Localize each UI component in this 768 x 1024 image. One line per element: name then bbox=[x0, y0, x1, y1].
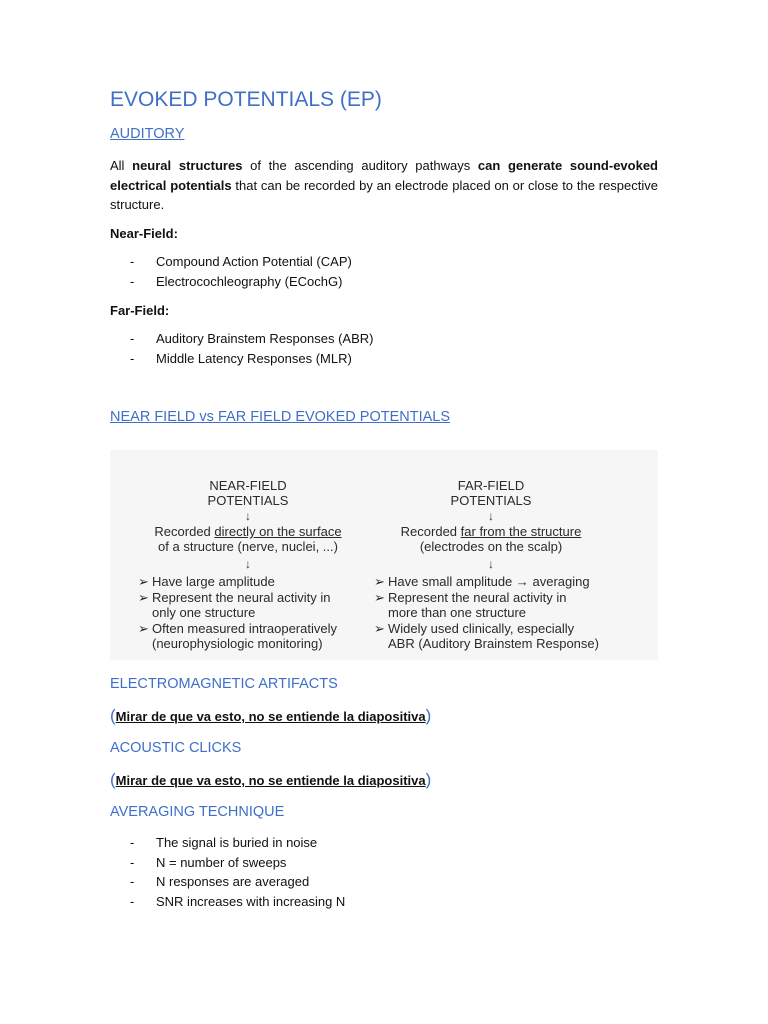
diagram-text: ABR (Auditory Brainstem Response) bbox=[388, 636, 599, 651]
diagram-text: far from the structure bbox=[460, 524, 582, 539]
list-item: - Auditory Brainstem Responses (ABR) bbox=[130, 329, 373, 349]
paren-close: ) bbox=[425, 706, 432, 725]
note-text: Mirar de que va esto, no se entiende la diapositiva bbox=[115, 773, 426, 788]
text-run: of the ascending auditory pathways bbox=[242, 158, 478, 173]
diagram-text: Represent the neural activity in bbox=[152, 589, 331, 605]
diagram-text: Widely used clinically, especially bbox=[388, 620, 575, 636]
far-field-recorded bbox=[372, 524, 610, 554]
diagram-text: POTENTIALS bbox=[450, 493, 532, 508]
arrow-bullet-icon: ➢ bbox=[374, 589, 385, 605]
paren-close: ) bbox=[425, 770, 432, 789]
near-field-recorded bbox=[126, 524, 370, 554]
far-field-list bbox=[130, 329, 373, 368]
paren-open: ( bbox=[110, 706, 116, 725]
diagram-text: (electrodes on the scalp) bbox=[419, 539, 563, 554]
diagram-text: directly on the surface bbox=[214, 524, 342, 539]
arrow-bullet-icon: ➢ bbox=[374, 574, 385, 589]
auditory-paragraph bbox=[110, 156, 658, 215]
heading-acoustic-clicks: ACOUSTIC CLICKS bbox=[110, 740, 242, 756]
far-field-label: Far-Field: bbox=[110, 303, 170, 318]
arrow-bullet-icon: ➢ bbox=[374, 620, 385, 636]
em-note bbox=[110, 706, 431, 726]
bold-run: neural structures bbox=[132, 158, 243, 173]
list-item: - The signal is buried in noise bbox=[130, 833, 345, 853]
diagram-text: of a structure (nerve, nuclei, ...) bbox=[158, 539, 338, 554]
near-field-bullets bbox=[138, 574, 337, 652]
text-run: that can be recorded by an electrode placed on or close to the respective structure. bbox=[110, 177, 658, 213]
list-item: - N responses are averaged bbox=[130, 872, 345, 892]
list-item: - SNR increases with increasing N bbox=[130, 892, 345, 912]
down-arrow-icon: ↓ bbox=[245, 557, 251, 571]
averaging-list bbox=[130, 833, 345, 911]
page-title: EVOKED POTENTIALS (EP) bbox=[110, 88, 382, 111]
diagram-text: Recorded bbox=[154, 524, 215, 539]
far-field-title bbox=[376, 478, 606, 508]
down-arrow-icon: ↓ bbox=[488, 557, 494, 571]
diagram-text: only one structure bbox=[152, 605, 256, 620]
heading-auditory: AUDITORY bbox=[110, 126, 185, 142]
diagram-text: Recorded bbox=[400, 524, 461, 539]
diagram-text: FAR-FIELD bbox=[457, 478, 525, 493]
list-item: - Compound Action Potential (CAP) bbox=[130, 252, 352, 272]
diagram-text: Often measured intraoperatively bbox=[152, 620, 337, 636]
note-text: Mirar de que va esto, no se entiende la diapositiva bbox=[115, 709, 426, 724]
diagram-text: more than one structure bbox=[388, 605, 527, 620]
near-field-title bbox=[132, 478, 364, 508]
list-item: - Middle Latency Responses (MLR) bbox=[130, 349, 373, 369]
far-field-bullets bbox=[374, 574, 599, 652]
diagram-text: Have large amplitude bbox=[152, 574, 275, 589]
heading-near-vs-far: NEAR FIELD vs FAR FIELD EVOKED POTENTIALS bbox=[110, 409, 451, 425]
list-item: - Electrocochleography (ECochG) bbox=[130, 272, 352, 292]
near-far-diagram bbox=[110, 450, 658, 660]
clicks-note bbox=[110, 770, 431, 790]
heading-averaging-technique: AVERAGING TECHNIQUE bbox=[110, 804, 285, 820]
diagram-text: (neurophysiologic monitoring) bbox=[152, 636, 323, 651]
diagram-text: POTENTIALS bbox=[207, 493, 289, 508]
diagram-text: Represent the neural activity in bbox=[388, 589, 567, 605]
text-run: All bbox=[110, 158, 133, 173]
arrow-bullet-icon: ➢ bbox=[138, 589, 149, 605]
down-arrow-icon: ↓ bbox=[488, 509, 494, 523]
list-item: - N = number of sweeps bbox=[130, 853, 345, 873]
paren-open: ( bbox=[110, 770, 116, 789]
near-field-list bbox=[130, 252, 352, 291]
heading-electromagnetic-artifacts: ELECTROMAGNETIC ARTIFACTS bbox=[110, 676, 338, 692]
diagram-text: Have small amplitude → averaging bbox=[388, 574, 590, 589]
arrow-bullet-icon: ➢ bbox=[138, 620, 149, 636]
near-field-label: Near-Field: bbox=[110, 226, 178, 241]
diagram-text: NEAR-FIELD bbox=[209, 478, 287, 493]
bold-run: can generate sound-evoked electrical potentials bbox=[110, 158, 658, 193]
down-arrow-icon: ↓ bbox=[245, 509, 251, 523]
arrow-bullet-icon: ➢ bbox=[138, 574, 149, 589]
